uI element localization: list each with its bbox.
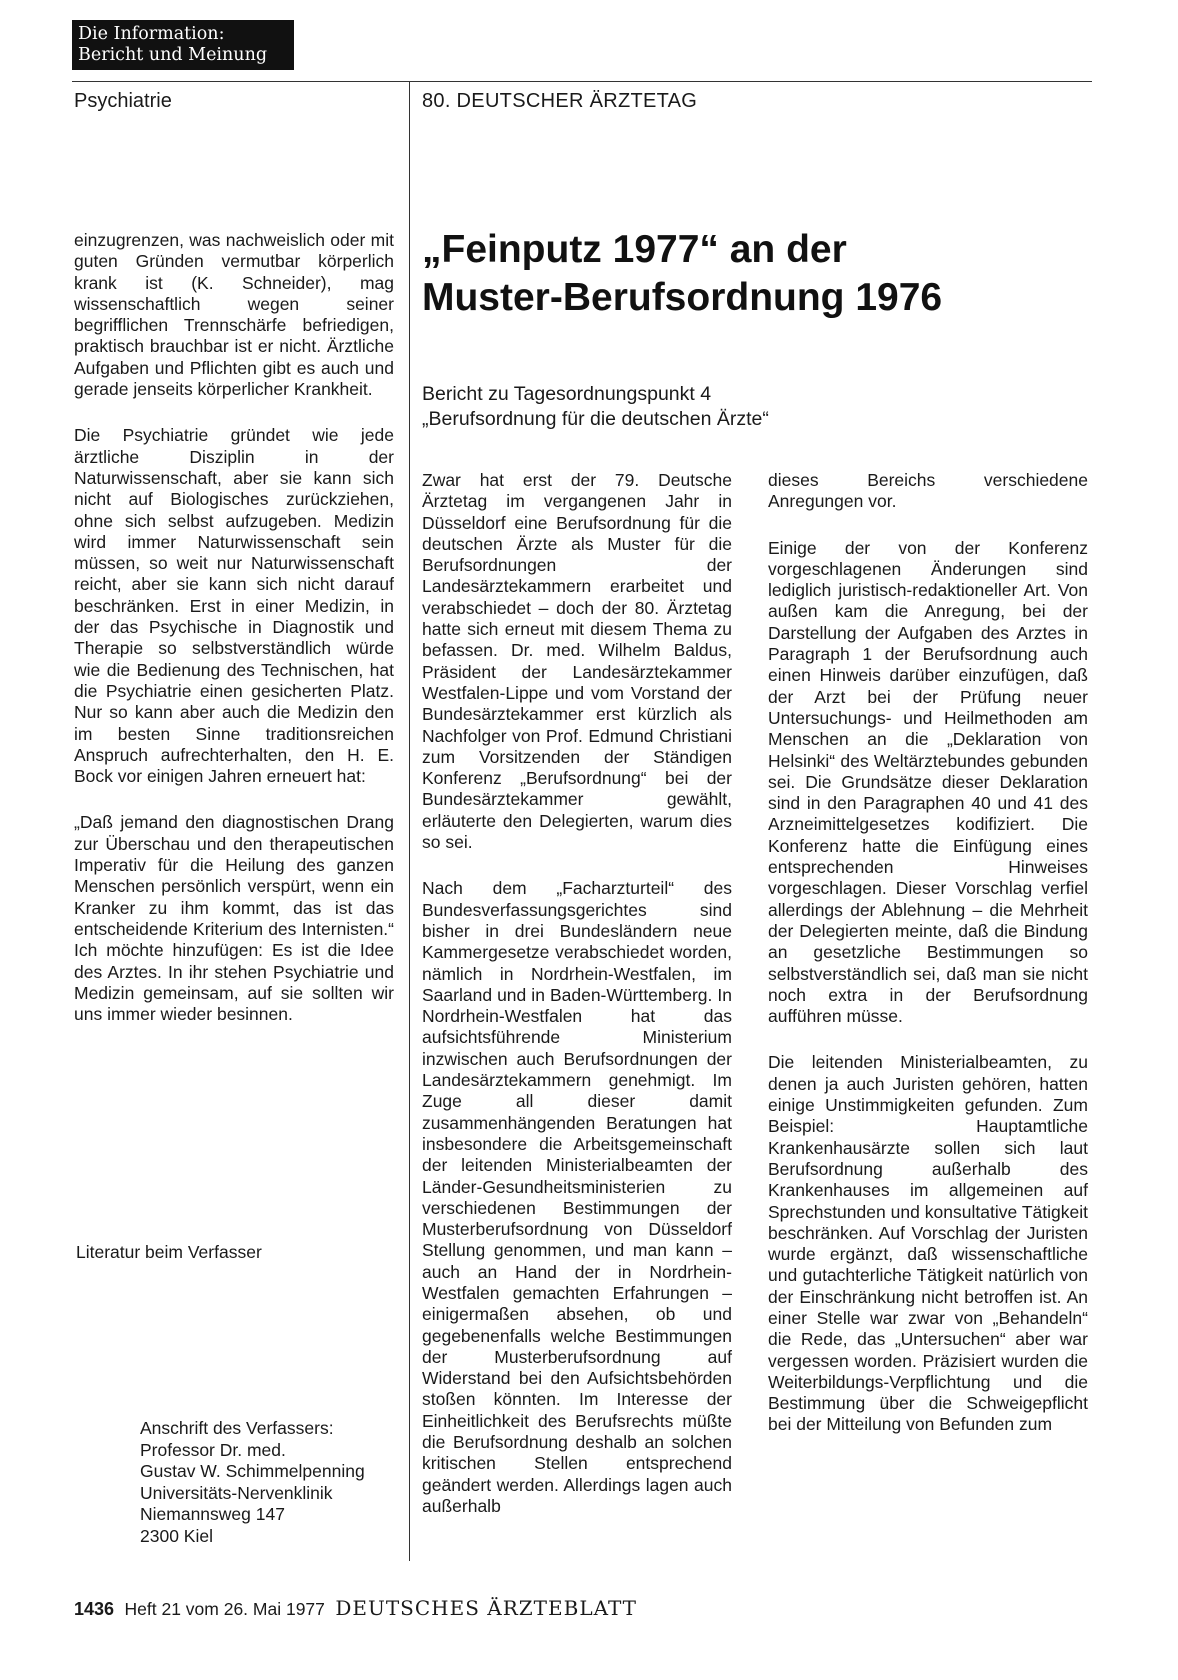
paragraph: Zwar hat erst der 79. Deutsche Ärztetag im vergangenen Jahr in Düsseldorf eine Berufsordnung für die deutschen Ärzte als Muster für die Berufsordnungen der Landesärztekammern erarbeitet und verabschiedet – doch der 80. Ärztetag hatte sich erneut mit diesem Thema zu befassen. Dr. med. Wilhelm Baldus, Präsident der Landesärztekammer Westfalen-Lippe und vom Vorstand der Bundesärztekammer erst kürzlich als Nachfolger von Prof. Edmund Christiani zum Vorsitzenden der Ständigen Konferenz „Berufsordnung“ bei der Bundesärztekammer gewählt, erläuterte den Delegierten, warum dies so sei. <box>422 470 732 853</box>
paragraph: dieses Bereichs verschiedene Anregungen vor. <box>768 470 1088 512</box>
literature-note: Literatur beim Verfasser <box>76 1242 262 1262</box>
paragraph: Nach dem „Facharzturteil“ des Bundesverfassungsgerichtes sind bisher in drei Bundesländern neue Kammergesetze verabschiedet worden, nämlich in Nordrhein-Westfalen, im Saarland und in Baden-Württemberg. In Nordrhein-Westfalen hat das aufsichtsführende Ministerium inzwischen auch Berufsordnungen der Landesärztekammern genehmigt. Im Zuge all dieser damit zusammenhängenden Beratungen hat insbesondere die Arbeitsgemeinschaft der leitenden Ministerialbeamten der Länder-Gesundheitsministerien zu verschiedenen Bestimmungen der Musterberufsordnung von Düsseldorf Stellung genommen, und man kann – auch an Hand der in Nordrhein-Westfalen gemachten Erfahrungen – einigermaßen absehen, ob und gegebenenfalls welche Bestimmungen der Musterberufsordnung auf Widerstand bei den Aufsichtsbehörden stoßen könnten. Im Interesse der Einheitlichkeit des Berufsrechts müßte die Berufsordnung deshalb an solchen kritischen Stellen entsprechend geändert werden. Allerdings lagen auch außerhalb <box>422 878 732 1516</box>
badge-line-1: Die Information: <box>78 24 225 44</box>
column-divider <box>409 81 410 1561</box>
author-address <box>140 1418 365 1547</box>
badge-line-2: Bericht und Meinung <box>78 45 268 65</box>
paragraph: Die Psychiatrie gründet wie jede ärztliche Disziplin in der Naturwissenschaft, aber sie kann sich nicht auf Biologisches zurückziehen, ohne sich selbst aufzugeben. Medizin wird immer Naturwissenschaft sein müssen, so weit nur Naturwissenschaft reicht, aber sie kann sich nicht darauf beschränken. Erst in einer Medizin, in der das Psychische in Diagnostik und Therapie so selbstverständlich würde wie die Bedienung des Technischen, hat die Psychiatrie einen gesicherten Platz. Nur so kann aber auch die Medizin den im besten Sinne traditionsreichen Anspruch aufrechterhalten, den H. E. Bock vor einigen Jahren erneuert hat: <box>74 425 394 787</box>
right-text-column <box>768 470 1088 1436</box>
article-headline <box>422 226 1062 322</box>
middle-text-column <box>422 470 732 1517</box>
article-subtitle <box>422 382 769 432</box>
paragraph: „Daß jemand den diagnostischen Drang zur Überschau und den therapeutischen Imperativ für die Heilung des ganzen Menschen persönlich verspürt, wenn ein Kranker zu ihm kommt, das ist das entscheidende Kriterium des Internisten.“ Ich möchte hinzufügen: Es ist die Idee des Arztes. In ihr stehen Psychiatrie und Medizin gemeinsam, auf sie sollten wir uns immer wieder besinnen. <box>74 812 394 1025</box>
paragraph: Die leitenden Ministerialbeamten, zu denen ja auch Juristen gehören, hatten einige Unstimmigkeiten gefunden. Zum Beispiel: Hauptamtliche Krankenhausärzte sollen sich laut Berufsordnung außerhalb des Krankenhauses im allgemeinen auf Sprechstunden und konsultative Tätigkeit beschränken. Auf Vorschlag der Juristen wurde ergänzt, daß wissenschaftliche und gutachterliche Tätigkeit natürlich von der Einschränkung nicht betroffen ist. An einer Stelle war zwar von „Behandeln“ die Rede, das „Untersuchen“ aber war vergessen worden. Präzisiert wurden die Weiterbildungs-Verpflichtung und die Bestimmung über die Schweigepflicht bei der Mitteilung von Befunden zum <box>768 1052 1088 1435</box>
address-line: Universitäts-Nervenklinik <box>140 1482 333 1503</box>
section-label: Psychiatrie <box>74 90 172 112</box>
headline-line-1: „Feinputz 1977“ an der <box>422 228 847 271</box>
top-rule <box>72 81 1092 82</box>
paragraph: Einige der von der Konferenz vorgeschlagenen Änderungen sind lediglich juristisch-redaktioneller Art. Von außen kam die Anregung, bei der Darstellung der Aufgaben des Arztes in Paragraph 1 der Berufsordnung auch einen Hinweis darüber einzufügen, daß der Arzt bei der Prüfung neuer Untersuchungs- und Heilmethoden am Menschen an die „Deklaration von Helsinki“ des Weltärztebundes gebunden sei. Die Grundsätze dieser Deklaration sind in den Paragraphen 40 und 41 des Arzneimittelgesetzes kodifiziert. Die Konferenz hatte die Einfügung eines entsprechenden Hinweises vorgeschlagen. Dieser Vorschlag verfiel allerdings der Ablehnung – die Mehrheit der Delegierten meinte, daß die Bindung an gesetzliche Bestimmungen so selbstverständlich sei, daß man sie nicht noch extra in der Berufsordnung aufführen müsse. <box>768 537 1088 1027</box>
subtitle-line-1: Bericht zu Tagesordnungspunkt 4 <box>422 383 712 405</box>
page-footer <box>74 1596 637 1620</box>
magazine-title: DEUTSCHES ÄRZTEBLATT <box>335 1596 637 1620</box>
page-number: 1436 <box>74 1599 115 1619</box>
section-badge <box>72 20 294 70</box>
address-line: 2300 Kiel <box>140 1525 213 1546</box>
address-line: Professor Dr. med. <box>140 1439 286 1460</box>
left-text-column <box>74 230 394 1025</box>
address-line: Gustav W. Schimmelpenning <box>140 1461 365 1481</box>
headline-line-2: Muster-Berufsordnung 1976 <box>422 276 943 319</box>
address-line: Anschrift des Verfassers: <box>140 1418 334 1438</box>
address-line: Niemannsweg 147 <box>140 1504 285 1524</box>
event-label: 80. DEUTSCHER ÄRZTETAG <box>422 90 698 112</box>
paragraph: einzugrenzen, was nachweislich oder mit guten Gründen vermutbar körperlich krank ist (K. Schneider), mag wissenschaftlich wegen seiner begrifflichen Trennschärfe befriedigen, praktisch brauchbar ist er nicht. Ärztliche Aufgaben und Pflichten gibt es auch und gerade jenseits körperlicher Krankheit. <box>74 230 394 400</box>
issue-info: Heft 21 vom 26. Mai 1977 <box>124 1599 325 1619</box>
subtitle-line-2: „Berufsordnung für die deutschen Ärzte“ <box>422 408 769 430</box>
